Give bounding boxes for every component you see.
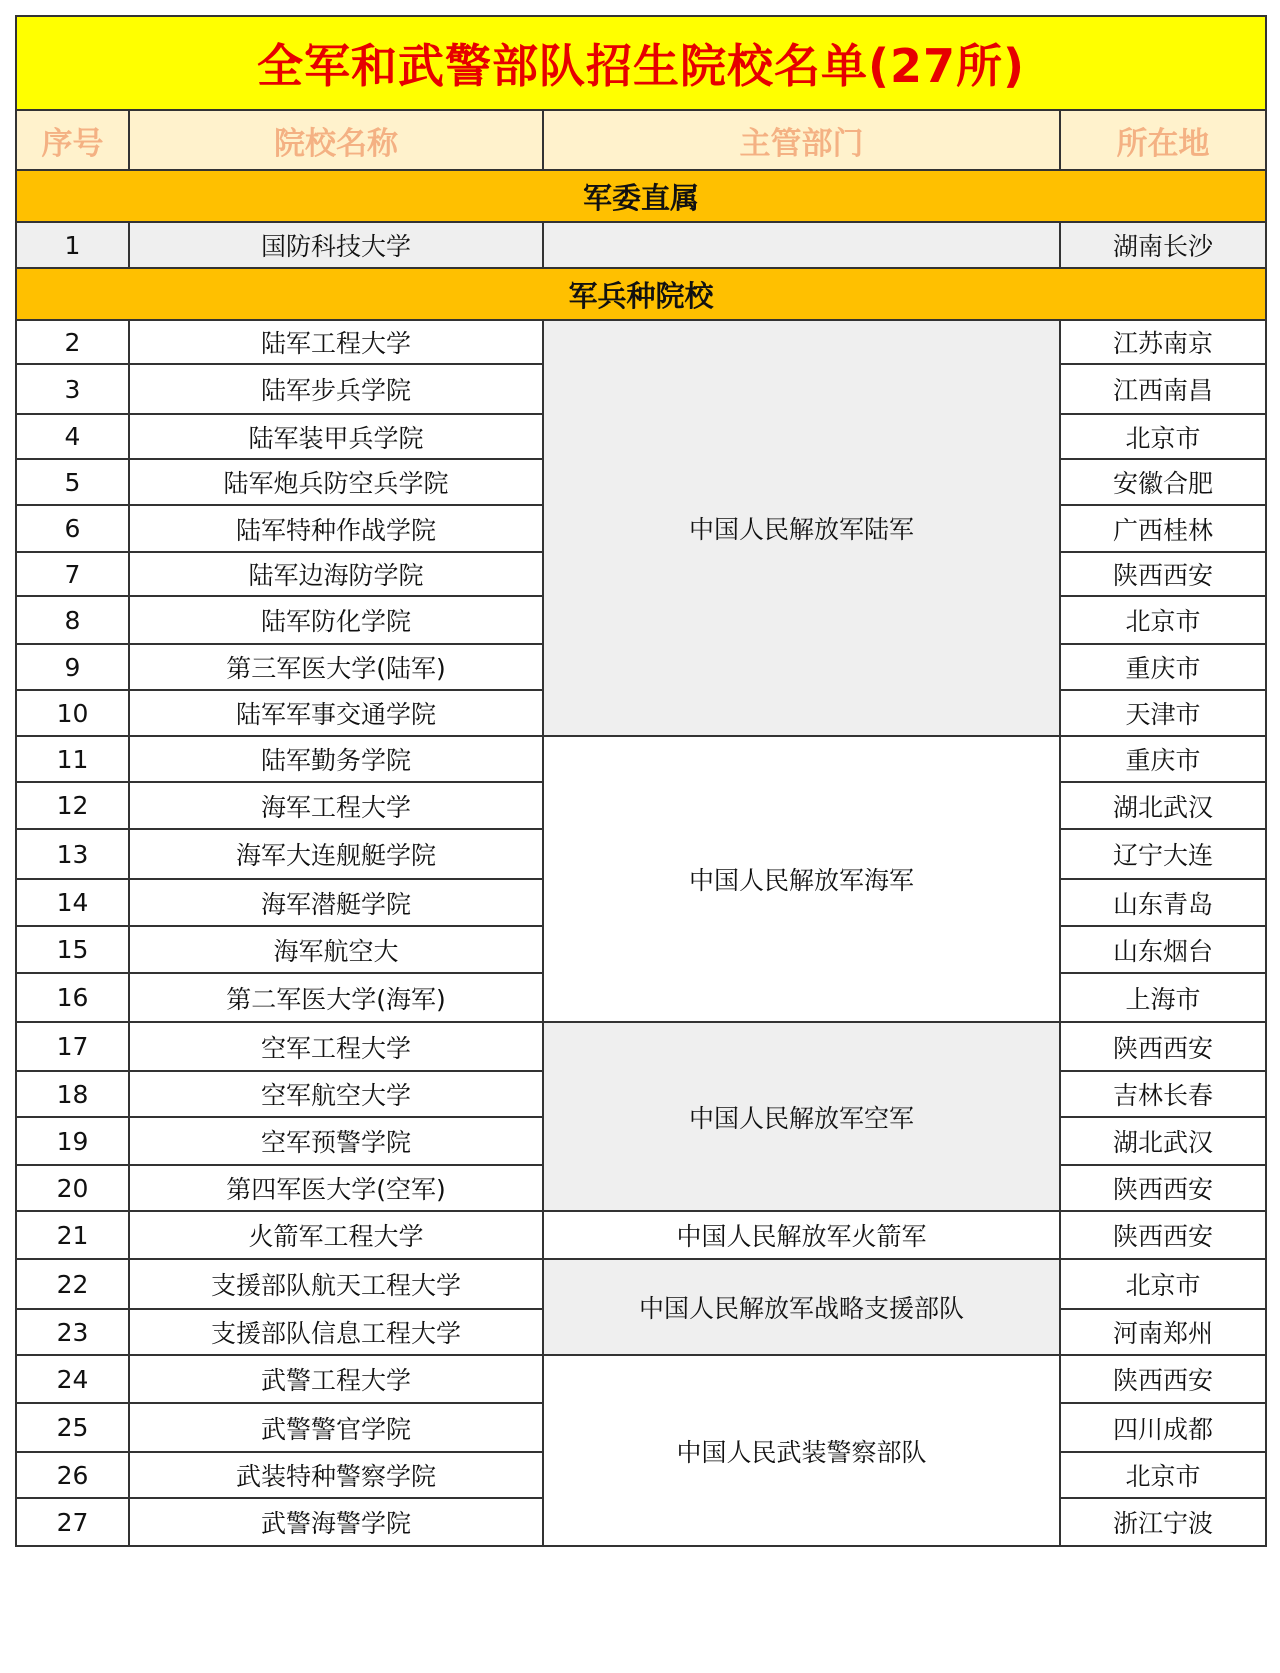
row-number: 15 — [16, 926, 129, 973]
row-number: 16 — [16, 973, 129, 1022]
row-number: 4 — [16, 414, 129, 459]
school-name: 陆军防化学院 — [129, 596, 543, 644]
school-name: 海军航空大 — [129, 926, 543, 973]
school-name: 火箭军工程大学 — [129, 1211, 543, 1259]
row-number: 18 — [16, 1071, 129, 1117]
row-number: 8 — [16, 596, 129, 644]
row-number: 2 — [16, 320, 129, 364]
department: 中国人民解放军海军 — [543, 736, 1060, 1022]
location: 山东烟台 — [1060, 926, 1266, 973]
row-number: 13 — [16, 829, 129, 879]
table-body — [16, 16, 1266, 1546]
department: 中国人民解放军战略支援部队 — [543, 1259, 1060, 1355]
school-name: 陆军特种作战学院 — [129, 505, 543, 552]
row-number: 21 — [16, 1211, 129, 1259]
school-name: 陆军边海防学院 — [129, 552, 543, 596]
department: 中国人民解放军陆军 — [543, 320, 1060, 736]
school-name: 国防科技大学 — [129, 222, 543, 268]
location: 北京市 — [1060, 596, 1266, 644]
location: 陕西西安 — [1060, 1355, 1266, 1403]
school-name: 海军潜艇学院 — [129, 879, 543, 926]
school-name: 陆军工程大学 — [129, 320, 543, 364]
table-row — [16, 736, 1266, 782]
location: 湖北武汉 — [1060, 782, 1266, 829]
table-row — [16, 222, 1266, 268]
header-no: 序号 — [16, 110, 129, 170]
school-name: 海军工程大学 — [129, 782, 543, 829]
location: 湖南长沙 — [1060, 222, 1266, 268]
school-name: 空军工程大学 — [129, 1022, 543, 1071]
school-name: 空军预警学院 — [129, 1117, 543, 1165]
school-name: 第三军医大学(陆军) — [129, 644, 543, 690]
row-number: 3 — [16, 364, 129, 414]
row-number: 7 — [16, 552, 129, 596]
table-row — [16, 1355, 1266, 1403]
department: 中国人民解放军火箭军 — [543, 1211, 1060, 1259]
location: 辽宁大连 — [1060, 829, 1266, 879]
location: 上海市 — [1060, 973, 1266, 1022]
location: 陕西西安 — [1060, 1165, 1266, 1211]
school-name: 陆军炮兵防空兵学院 — [129, 459, 543, 505]
row-number: 27 — [16, 1498, 129, 1546]
row-number: 5 — [16, 459, 129, 505]
location: 天津市 — [1060, 690, 1266, 736]
location: 重庆市 — [1060, 736, 1266, 782]
table-row — [16, 1259, 1266, 1309]
table-row — [16, 1211, 1266, 1259]
section-title: 军兵种院校 — [16, 268, 1266, 320]
school-name: 海军大连舰艇学院 — [129, 829, 543, 879]
row-number: 19 — [16, 1117, 129, 1165]
school-name: 陆军步兵学院 — [129, 364, 543, 414]
schools-table — [15, 15, 1267, 1547]
title-row — [16, 16, 1266, 110]
row-number: 26 — [16, 1452, 129, 1498]
location: 湖北武汉 — [1060, 1117, 1266, 1165]
location: 陕西西安 — [1060, 1022, 1266, 1071]
row-number: 25 — [16, 1403, 129, 1452]
location: 吉林长春 — [1060, 1071, 1266, 1117]
header-name: 院校名称 — [129, 110, 543, 170]
row-number: 10 — [16, 690, 129, 736]
school-name: 陆军勤务学院 — [129, 736, 543, 782]
school-name: 陆军装甲兵学院 — [129, 414, 543, 459]
row-number: 6 — [16, 505, 129, 552]
school-name: 武警工程大学 — [129, 1355, 543, 1403]
location: 北京市 — [1060, 414, 1266, 459]
location: 陕西西安 — [1060, 1211, 1266, 1259]
row-number: 1 — [16, 222, 129, 268]
school-name: 武装特种警察学院 — [129, 1452, 543, 1498]
section-row — [16, 170, 1266, 222]
department — [543, 222, 1060, 268]
table-row — [16, 320, 1266, 364]
school-name: 支援部队信息工程大学 — [129, 1309, 543, 1355]
department: 中国人民武装警察部队 — [543, 1355, 1060, 1546]
location: 浙江宁波 — [1060, 1498, 1266, 1546]
location: 陕西西安 — [1060, 552, 1266, 596]
header-row — [16, 110, 1266, 170]
location: 安徽合肥 — [1060, 459, 1266, 505]
school-name: 支援部队航天工程大学 — [129, 1259, 543, 1309]
header-loc: 所在地 — [1060, 110, 1266, 170]
location: 山东青岛 — [1060, 879, 1266, 926]
location: 江西南昌 — [1060, 364, 1266, 414]
school-name: 陆军军事交通学院 — [129, 690, 543, 736]
location: 江苏南京 — [1060, 320, 1266, 364]
row-number: 14 — [16, 879, 129, 926]
row-number: 22 — [16, 1259, 129, 1309]
table-row — [16, 1022, 1266, 1071]
row-number: 17 — [16, 1022, 129, 1071]
location: 广西桂林 — [1060, 505, 1266, 552]
section-title: 军委直属 — [16, 170, 1266, 222]
page-title: 全军和武警部队招生院校名单(27所) — [16, 16, 1266, 110]
location: 北京市 — [1060, 1259, 1266, 1309]
location: 北京市 — [1060, 1452, 1266, 1498]
row-number: 24 — [16, 1355, 129, 1403]
header-dept: 主管部门 — [543, 110, 1060, 170]
row-number: 11 — [16, 736, 129, 782]
location: 重庆市 — [1060, 644, 1266, 690]
location: 河南郑州 — [1060, 1309, 1266, 1355]
school-name: 第二军医大学(海军) — [129, 973, 543, 1022]
location: 四川成都 — [1060, 1403, 1266, 1452]
department: 中国人民解放军空军 — [543, 1022, 1060, 1211]
row-number: 20 — [16, 1165, 129, 1211]
row-number: 9 — [16, 644, 129, 690]
school-name: 空军航空大学 — [129, 1071, 543, 1117]
row-number: 23 — [16, 1309, 129, 1355]
school-name: 第四军医大学(空军) — [129, 1165, 543, 1211]
school-name: 武警警官学院 — [129, 1403, 543, 1452]
row-number: 12 — [16, 782, 129, 829]
school-name: 武警海警学院 — [129, 1498, 543, 1546]
section-row — [16, 268, 1266, 320]
